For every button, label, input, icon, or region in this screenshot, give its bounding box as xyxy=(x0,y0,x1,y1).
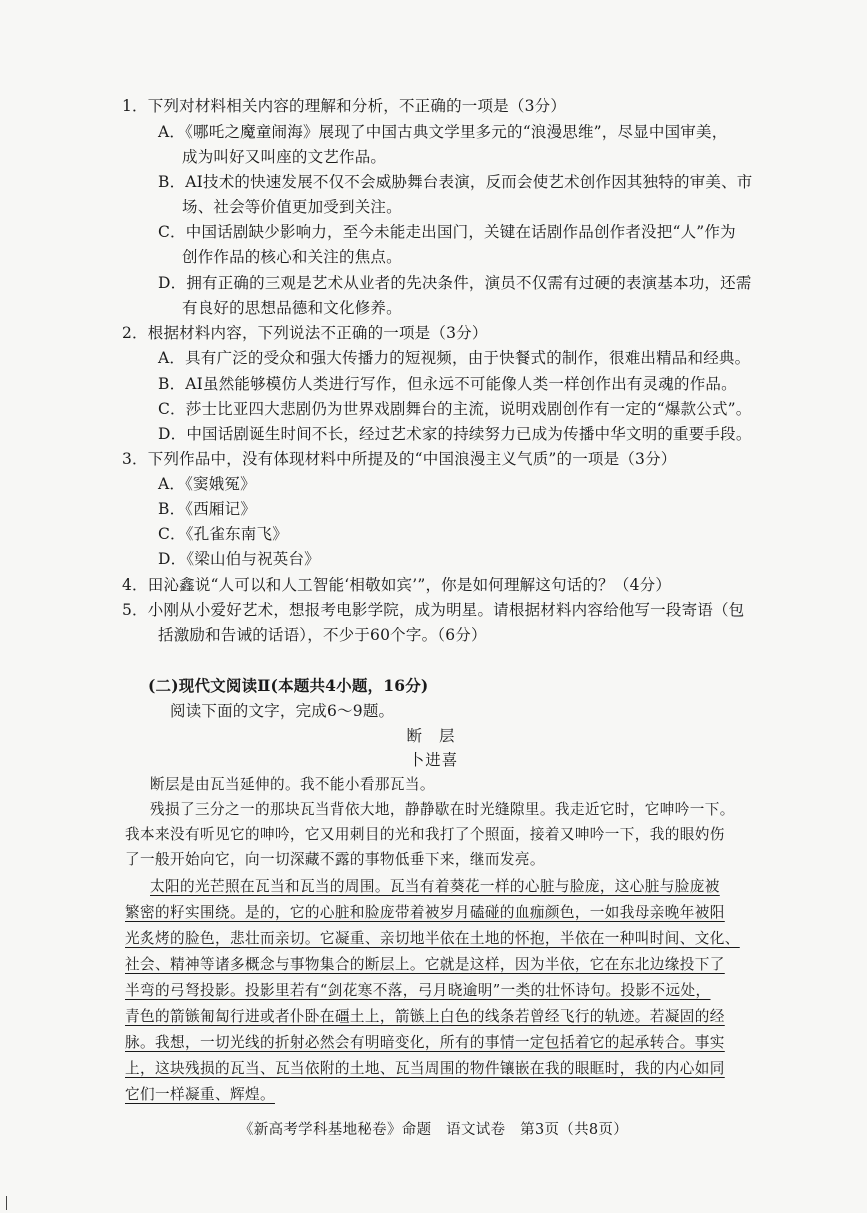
section-instruction: 阅读下面的文字，完成6～9题。 xyxy=(170,702,395,720)
question-3-option-c: C．《孔雀东南飞》 xyxy=(158,525,288,543)
passage-paragraph-2-line-3: 了一般开始向它，向一切深藏不露的事物低垂下来，继而发亮。 xyxy=(125,851,545,868)
question-1-option-c-cont: 创作作品的核心和关注的焦点。 xyxy=(182,248,402,266)
passage-paragraph-2-line-1: 残损了三分之一的那块瓦当背依大地，静静歇在时光缝隙里。我走近它时，它呻吟一下。 xyxy=(150,801,735,818)
question-1-option-a-cont: 成为叫好又叫座的文艺作品。 xyxy=(182,148,387,166)
question-1-option-d-cont: 有良好的思想品德和文化修养。 xyxy=(182,299,402,317)
question-5: 5．小刚从小爱好艺术，想报考电影学院，成为明星。请根据材料内容给他写一段寄语（包 xyxy=(122,601,745,619)
passage-paragraph-3-line-4: 社会、精神等诸多概念与事物集合的断层上。它就是这样，因为半依，它在东北边缘投下了 xyxy=(125,956,725,973)
question-1-option-c: C．中国话剧缺少影响力，至今未能走出国门，关键在话剧作品创作者没把“人”作为 xyxy=(158,223,736,241)
question-1-option-b: B．AI技术的快速发展不仅不会威胁舞台表演，反而会使艺术创作因其独特的审美、市 xyxy=(158,173,753,191)
passage-paragraph-1: 断层是由瓦当延伸的。我不能小看那瓦当。 xyxy=(150,776,435,793)
question-3-option-b: B．《西厢记》 xyxy=(158,500,257,518)
question-1-option-a: A．《哪吒之魔童闹海》展现了中国古典文学里多元的“浪漫思维”，尽显中国审美， xyxy=(158,123,728,141)
passage-paragraph-3-line-2: 繁密的籽实围绕。是的，它的心脏和脸庞带着被岁月磕碰的血痂颜色，一如我母亲晚年被阳 xyxy=(125,904,725,921)
question-4: 4．田沁鑫说“人可以和人工智能‘相敬如宾’”，你是如何理解这句话的？（4分） xyxy=(122,576,672,594)
question-5-cont: 括激励和告诫的话语），不少于60个字。（6分） xyxy=(158,626,487,644)
question-2-option-a: A．具有广泛的受众和强大传播力的短视频，由于快餐式的制作，很难出精品和经典。 xyxy=(158,349,751,367)
passage-paragraph-3-line-1: 太阳的光芒照在瓦当和瓦当的周围。瓦当有着葵花一样的心脏与脸庞，这心脏与脸庞被 xyxy=(150,878,720,895)
question-1-stem: 1．下列对材料相关内容的理解和分析，不正确的一项是（3分） xyxy=(122,97,567,115)
passage-title: 断 层 xyxy=(406,727,461,745)
question-2-option-c: C．莎士比亚四大悲剧仍为世界戏剧舞台的主流，说明戏剧创作有一定的“爆款公式”。 xyxy=(158,400,752,418)
passage-paragraph-2-line-2: 我本来没有听见它的呻吟，它又用刺目的光和我打了个照面，接着又呻吟一下，我的眼妁伤 xyxy=(125,826,725,843)
passage-paragraph-3-line-7: 脉。我想，一切光线的折射必然会有明暗变化，所有的事情一定包括着它的起承转合。事实 xyxy=(125,1034,725,1051)
question-3-option-d: D．《梁山伯与祝英台》 xyxy=(158,550,320,568)
passage-paragraph-3-line-6: 青色的箭镞匍匐行进或者仆卧在礓土上，箭镞上白色的线条若曾经飞行的轨迹。若凝固的经 xyxy=(125,1008,725,1025)
section-heading: (二)现代文阅读Ⅱ(本题共4小题，16分) xyxy=(148,676,429,695)
passage-paragraph-3-line-9: 它们一样凝重、辉煌。 xyxy=(125,1086,275,1103)
question-1-option-d: D．拥有正确的三观是艺术从业者的先决条件，演员不仅需有过硬的表演基本功，还需 xyxy=(158,274,752,292)
passage-author: 卜进喜 xyxy=(408,751,459,769)
passage-paragraph-3-line-3: 光炙烤的脸色，悲壮而亲切。它凝重、亲切地半依在土地的怀抱，半依在一种叫时间、文化、 xyxy=(125,930,740,947)
passage-paragraph-3-line-5: 半弯的弓弩投影。投影里若有“剑花寒不落，弓月晓逾明”一类的壮怀诗句。投影不远处， xyxy=(125,982,711,999)
question-1-option-b-cont: 场、社会等价值更加受到关注。 xyxy=(182,198,402,216)
question-3-stem: 3．下列作品中，没有体现材料中所提及的“中国浪漫主义气质”的一项是（3分） xyxy=(122,450,677,468)
page-footer: 《新高考学科基地秘卷》命题 语文试卷 第3页（共8页） xyxy=(238,1122,629,1138)
scan-edge-mark xyxy=(6,1196,7,1210)
question-3-option-a: A．《窦娥冤》 xyxy=(158,475,256,493)
question-2-option-d: D．中国话剧诞生时间不长，经过艺术家的持续努力已成为传播中华文明的重要手段。 xyxy=(158,425,752,443)
passage-paragraph-3-line-8: 上，这块残损的瓦当、瓦当依附的土地、瓦当周围的物件镶嵌在我的眼眶时，我的内心如同 xyxy=(125,1060,725,1077)
question-2-option-b: B．AI虽然能够模仿人类进行写作，但永远不可能像人类一样创作出有灵魂的作品。 xyxy=(158,375,737,393)
question-2-stem: 2．根据材料内容，下列说法不正确的一项是（3分） xyxy=(122,324,488,342)
